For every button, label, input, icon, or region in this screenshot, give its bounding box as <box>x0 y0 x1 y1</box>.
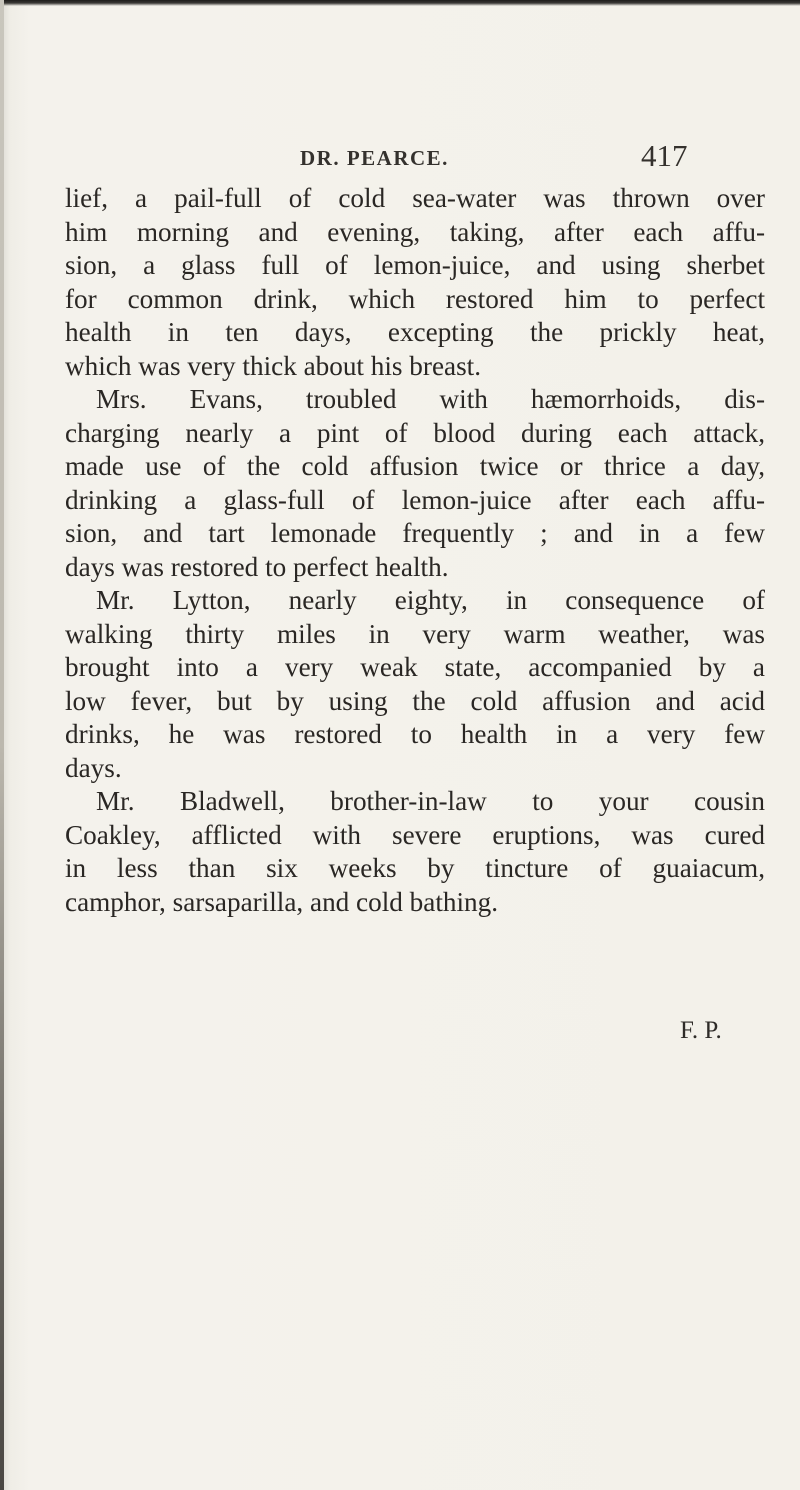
text-line: Mr. Lytton, nearly eighty, in consequence of <box>96 585 765 615</box>
text-line: lief, a pail-full of cold sea-water was thrown over <box>65 183 765 213</box>
page-header <box>0 136 800 176</box>
text-line: days. <box>65 752 122 783</box>
text-line: sion, and tart lemonade frequently ; and in a few <box>65 518 765 548</box>
text-line: which was very thick about his breast. <box>65 350 482 381</box>
paragraph-4 <box>65 785 765 919</box>
signature-initials: F. P. <box>680 1017 722 1044</box>
text-line: brought into a very weak state, accompanied by a <box>65 652 765 682</box>
text-line: made use of the cold affusion twice or thrice a day, <box>65 451 765 481</box>
text-line: sion, a glass full of lemon-juice, and using sherbet <box>65 250 765 280</box>
text-line: drinking a glass-full of lemon-juice after each affu- <box>65 484 765 515</box>
text-line: camphor, sarsaparilla, and cold bathing. <box>65 886 499 917</box>
paragraph-2 <box>65 383 765 584</box>
text-line: Mr. Bladwell, brother-in-law to your cousin <box>96 786 765 816</box>
text-line: in less than six weeks by tincture of guaiacum, <box>65 853 765 883</box>
text-line: health in ten days, excepting the prickly heat, <box>65 317 765 347</box>
paragraph-3 <box>65 584 765 785</box>
text-line: Mrs. Evans, troubled with hæmorrhoids, dis- <box>96 384 765 414</box>
text-line: charging nearly a pint of blood during each attack, <box>65 417 765 448</box>
page-top-edge <box>0 0 800 6</box>
page-number: 417 <box>641 138 688 173</box>
text-line: drinks, he was restored to health in a very few <box>65 719 765 749</box>
text-line: days was restored to perfect health. <box>65 551 449 582</box>
text-line: him morning and evening, taking, after each affu- <box>65 216 765 247</box>
text-line: Coakley, afflicted with severe eruptions, was cured <box>65 819 765 850</box>
page-left-edge <box>0 0 4 1490</box>
text-line: for common drink, which restored him to perfect <box>65 283 765 314</box>
text-line: walking thirty miles in very warm weather, was <box>65 618 765 649</box>
paragraph-1 <box>65 182 765 383</box>
body-text <box>65 182 765 919</box>
running-head: DR. PEARCE. <box>300 146 449 170</box>
text-line: low fever, but by using the cold affusion and acid <box>65 685 765 716</box>
